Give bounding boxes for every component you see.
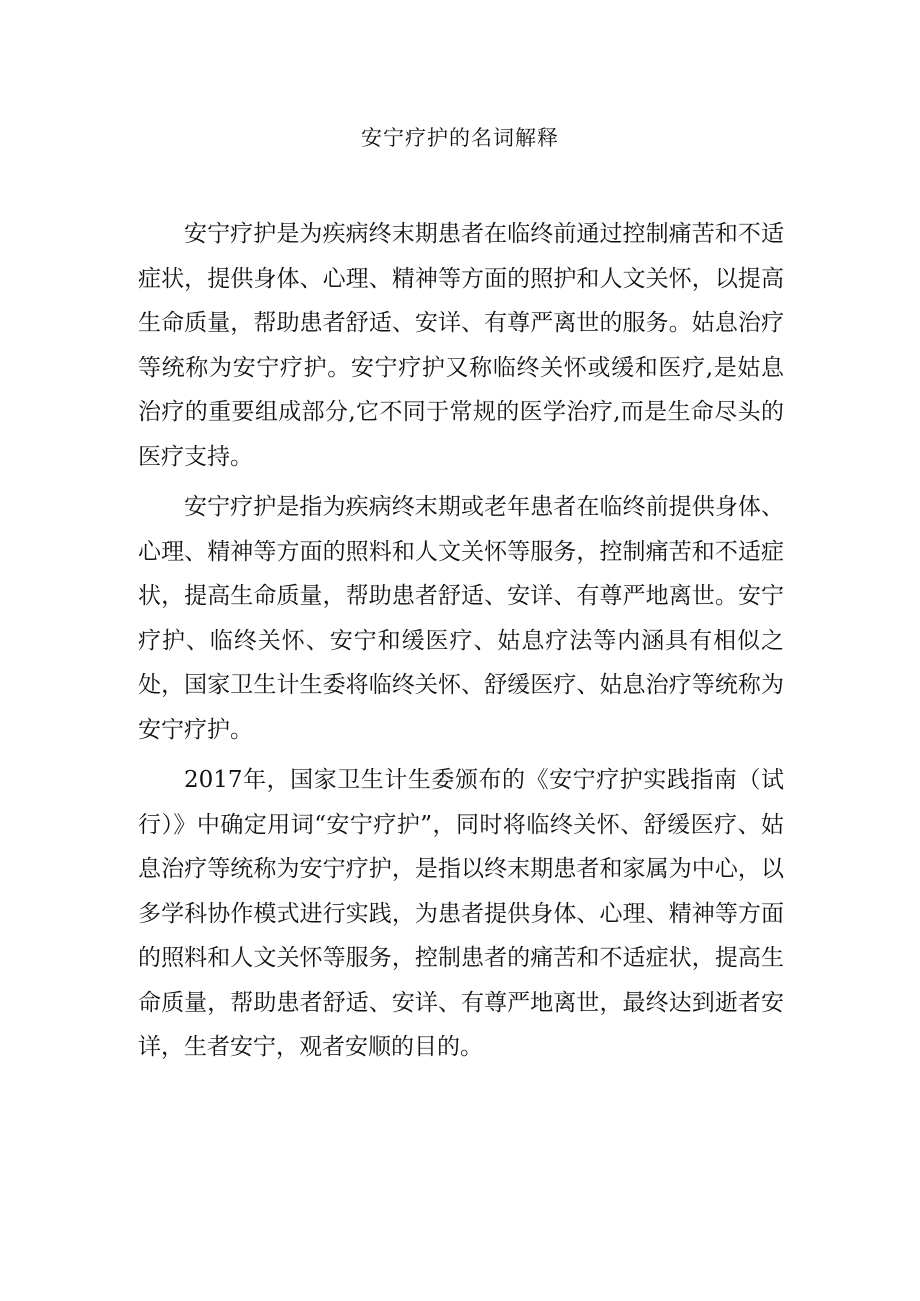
document-body xyxy=(138,212,784,1076)
paragraph-3: 2017年，国家卫生计生委颁布的《安宁疗护实践指南（试行）》中确定用词“安宁疗护”，同时将临终关怀、舒缓医疗、姑息治疗等统称为安宁疗护，是指以终末期患者和家属为中心，以多学科协作模式进行实践，为患者提供身体、心理、精神等方面的照料和人文关怀等服务，控制患者的痛苦和不适症状，提高生命质量，帮助患者舒适、安详、有尊严地离世，最终达到逝者安详，生者安宁，观者安顺的目的。 xyxy=(138,767,784,1060)
paragraph-1: 安宁疗护是为疾病终末期患者在临终前通过控制痛苦和不适症状，提供身体、心理、精神等方面的照护和人文关怀，以提高生命质量，帮助患者舒适、安详、有尊严离世的服务。姑息治疗等统称为安宁疗护。安宁疗护又称临终关怀或缓和医疗,是姑息治疗的重要组成部分,它不同于常规的医学治疗,而是生命尽头的医疗支持。 xyxy=(138,221,784,470)
paragraph-2: 安宁疗护是指为疾病终末期或老年患者在临终前提供身体、心理、精神等方面的照料和人文关怀等服务，控制痛苦和不适症状，提高生命质量，帮助患者舒适、安详、有尊严地离世。安宁疗护、临终关怀、安宁和缓医疗、姑息疗法等内涵具有相似之处，国家卫生计生委将临终关怀、舒缓医疗、姑息治疗等统称为安宁疗护。 xyxy=(138,494,784,743)
document-title: 安宁疗护的名词解释 xyxy=(361,126,559,150)
